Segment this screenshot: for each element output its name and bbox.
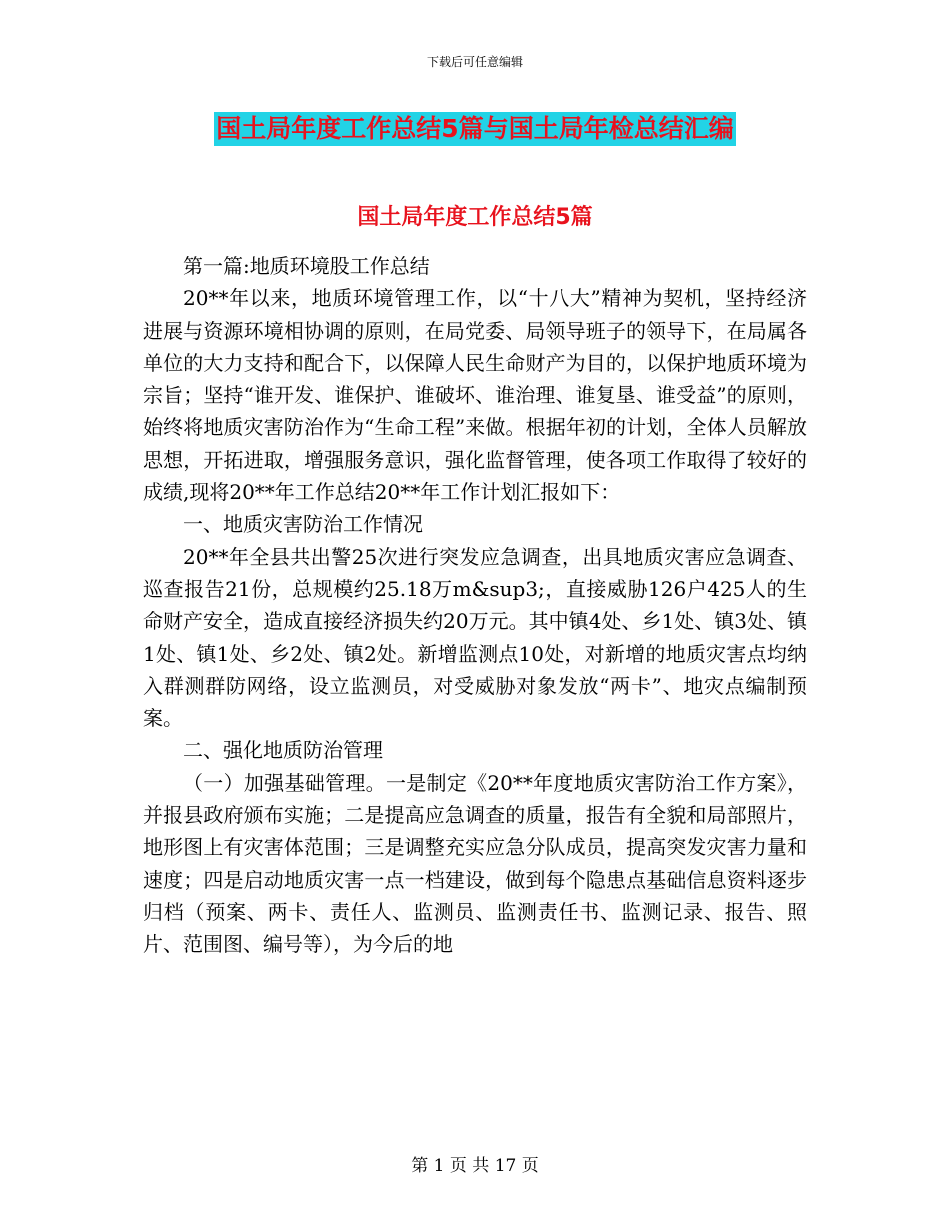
page-number-footer: 第 1 页 共 17 页 — [411, 1156, 539, 1176]
body-paragraph-disaster-stats: 20**年全县共出警25次进行突发应急调查，出具地质灾害应急调查、巡查报告21份，总规模约25.18万m&sup3;，直接威胁126户425人的生命财产安全，造成直接经济损失约20万元。其中镇4处、乡1处、镇3处、镇1处、镇1处、乡2处、镇2处。新增监测点10处，对新增的地质灾害点均纳入群测群防网络，设立监测员，对受威胁对象发放“两卡”、地灾点编制预案。 — [143, 544, 807, 731]
section-heading-management: 二、强化地质防治管理 — [183, 738, 383, 763]
main-title-container — [0, 112, 950, 146]
document-main-title: 国土局年度工作总结5篇与国土局年检总结汇编 — [214, 112, 735, 146]
document-sub-title: 国土局年度工作总结5篇 — [357, 205, 593, 230]
section-heading-disaster-prevention: 一、地质灾害防治工作情况 — [183, 512, 423, 537]
header-note: 下载后可任意编辑 — [426, 55, 523, 69]
body-paragraph-basic-management: （一）加强基础管理。一是制定《20**年度地质灾害防治工作方案》，并报县政府颁布实施；二是提高应急调查的质量，报告有全貌和局部照片，地形图上有灾害体范围；三是调整充实应急分队成员，提高突发灾害力量和速度；四是启动地质灾害一点一档建设，做到每个隐患点基础信息资料逐步归档（预案、两卡、责任人、监测员、监测责任书、监测记录、报告、照片、范围图、编号等），为今后的地 — [143, 770, 807, 957]
body-paragraph-intro: 20**年以来，地质环境管理工作，以“十八大”精神为契机，坚持经济进展与资源环境相协调的原则，在局党委、局领导班子的领导下，在局属各单位的大力支持和配合下，以保障人民生命财产为目的，以保护地质环境为宗旨；坚持“谁开发、谁保护、谁破坏、谁治理、谁复垦、谁受益”的原则，始终将地质灾害防治作为“生命工程”来做。根据年初的计划，全体人员解放思想，开拓进取，增强服务意识，强化监督管理，使各项工作取得了较好的成绩,现将20**年工作总结20**年工作计划汇报如下： — [143, 286, 807, 505]
section-heading-part-one: 第一篇:地质环境股工作总结 — [183, 254, 430, 278]
document-body — [143, 250, 807, 961]
